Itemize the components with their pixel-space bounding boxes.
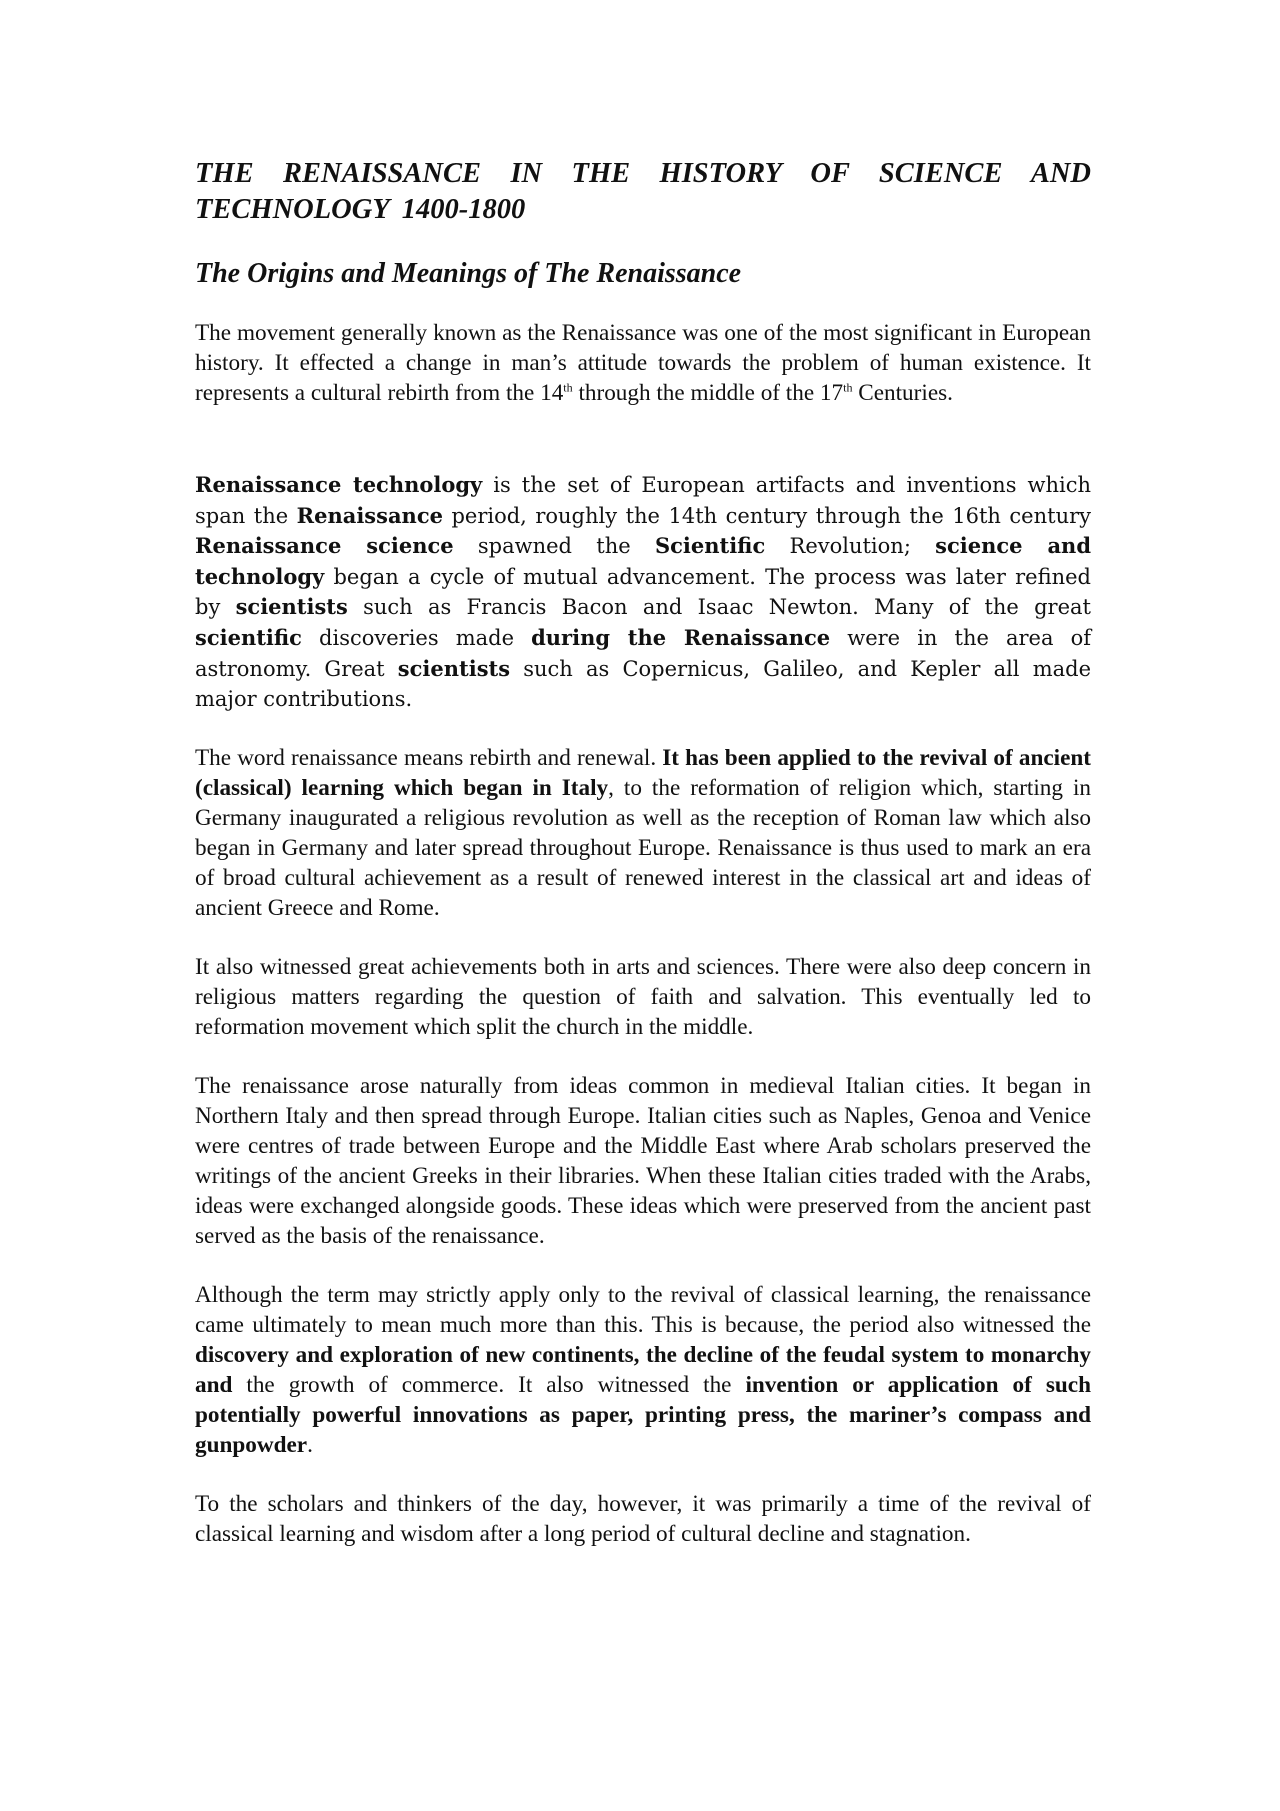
- paragraph-achievements: It also witnessed great achievements both in arts and sciences. There were also deep concern in religious matters regarding the question of faith and salvation. This eventually led to reformation movement which split the church in the middle.: [195, 953, 1091, 1040]
- bold-run: invention or application of such potentially powerful innovations as paper, printing press, the mariner’s compass and gunpowder: [195, 1371, 1091, 1458]
- section-heading: The Origins and Meanings of The Renaissance: [195, 258, 742, 289]
- text-run: , to the reformation of religion which, starting in Germany inaugurated a religious revolution as well as the reception of Roman law which also began in Germany and later spread throughout Europe. Renaissance is thus used to mark an era of broad cultural achievement as a result of renewed interest in the classical art and ideas of ancient Greece and Rome.: [195, 774, 1091, 921]
- text-run: the growth of commerce. It also witnessed the: [232, 1371, 746, 1398]
- text-run: Centuries.: [852, 380, 953, 406]
- paragraph-intro: [195, 318, 1091, 408]
- paragraph-renaissance-technology: [195, 470, 1091, 715]
- text-run: .: [307, 1431, 313, 1458]
- bold-run: Renaissance: [296, 502, 443, 528]
- text-run: such as Copernicus, Galileo, and Kepler all made major contributions.: [195, 656, 1091, 712]
- paragraph-scholars: To the scholars and thinkers of the day, however, it was primarily a time of the revival of classical learning and wisdom after a long period of cultural decline and stagnation.: [195, 1490, 1091, 1547]
- bold-run: scientists: [235, 594, 348, 620]
- text-run: period, roughly the 14th century through the 16th century: [442, 503, 1091, 528]
- text-run: is the set of European artifacts and inventions which span the: [195, 473, 1092, 528]
- bold-run: scientific: [195, 624, 302, 650]
- text-run: discoveries made: [301, 625, 532, 650]
- text-run: through the middle of the 17: [572, 380, 844, 406]
- bold-run: Renaissance technology: [195, 472, 483, 497]
- text-run: were in the area of astronomy. Great: [195, 625, 1091, 681]
- text-run: Although the term may strictly apply only to the revival of classical learning, the renaissance came ultimately to mean much more than this. This is because, the period also witnessed the: [195, 1281, 1091, 1338]
- document-page: [195, 156, 1091, 1549]
- text-run: The word renaissance means rebirth and renewal.: [195, 744, 663, 771]
- text-run: Revolution;: [765, 534, 936, 559]
- bold-run: It has been applied to the revival of ancient (classical) learning which began in Italy: [195, 744, 1092, 801]
- text-run: The movement generally known as the Renaissance was one of the most significant in European history. It effected a change in man’s attitude towards the problem of human existence. It represents a cultural rebirth from the 14: [195, 320, 1091, 406]
- bold-run: during the Renaissance: [531, 624, 831, 650]
- text-run: began a cycle of mutual advancement. The process was later refined by: [195, 564, 1091, 620]
- bold-run: science and technology: [195, 533, 1092, 589]
- bold-run: Renaissance science: [195, 533, 454, 559]
- paragraph-broader-meaning: [195, 1280, 1091, 1460]
- text-run: such as Francis Bacon and Isaac Newton. Many of the great: [347, 595, 1091, 620]
- bold-run: scientists: [397, 655, 511, 681]
- paragraph-word-renaissance: [195, 743, 1091, 923]
- bold-run: Scientific: [654, 533, 766, 559]
- document-title: THE RENAISSANCE IN THE HISTORY OF SCIENCE AND TECHNOLOGY 1400-1800: [195, 158, 1091, 225]
- text-run: spawned the: [453, 534, 655, 559]
- superscript: th: [563, 380, 573, 395]
- paragraph-origins-italy: The renaissance arose naturally from ideas common in medieval Italian cities. It began in Northern Italy and then spread through Europe. Italian cities such as Naples, Genoa and Venice were centres of trade between Europe and the Middle East where Arab scholars preserved the writings of the ancient Greeks in their libraries. When these Italian cities traded with the Arabs, ideas were exchanged alongside goods. These ideas which were preserved from the ancient past served as the basis of the renaissance.: [195, 1072, 1091, 1249]
- superscript: th: [843, 380, 853, 395]
- bold-run: discovery and exploration of new continents, the decline of the feudal system to monarchy and: [195, 1341, 1091, 1398]
